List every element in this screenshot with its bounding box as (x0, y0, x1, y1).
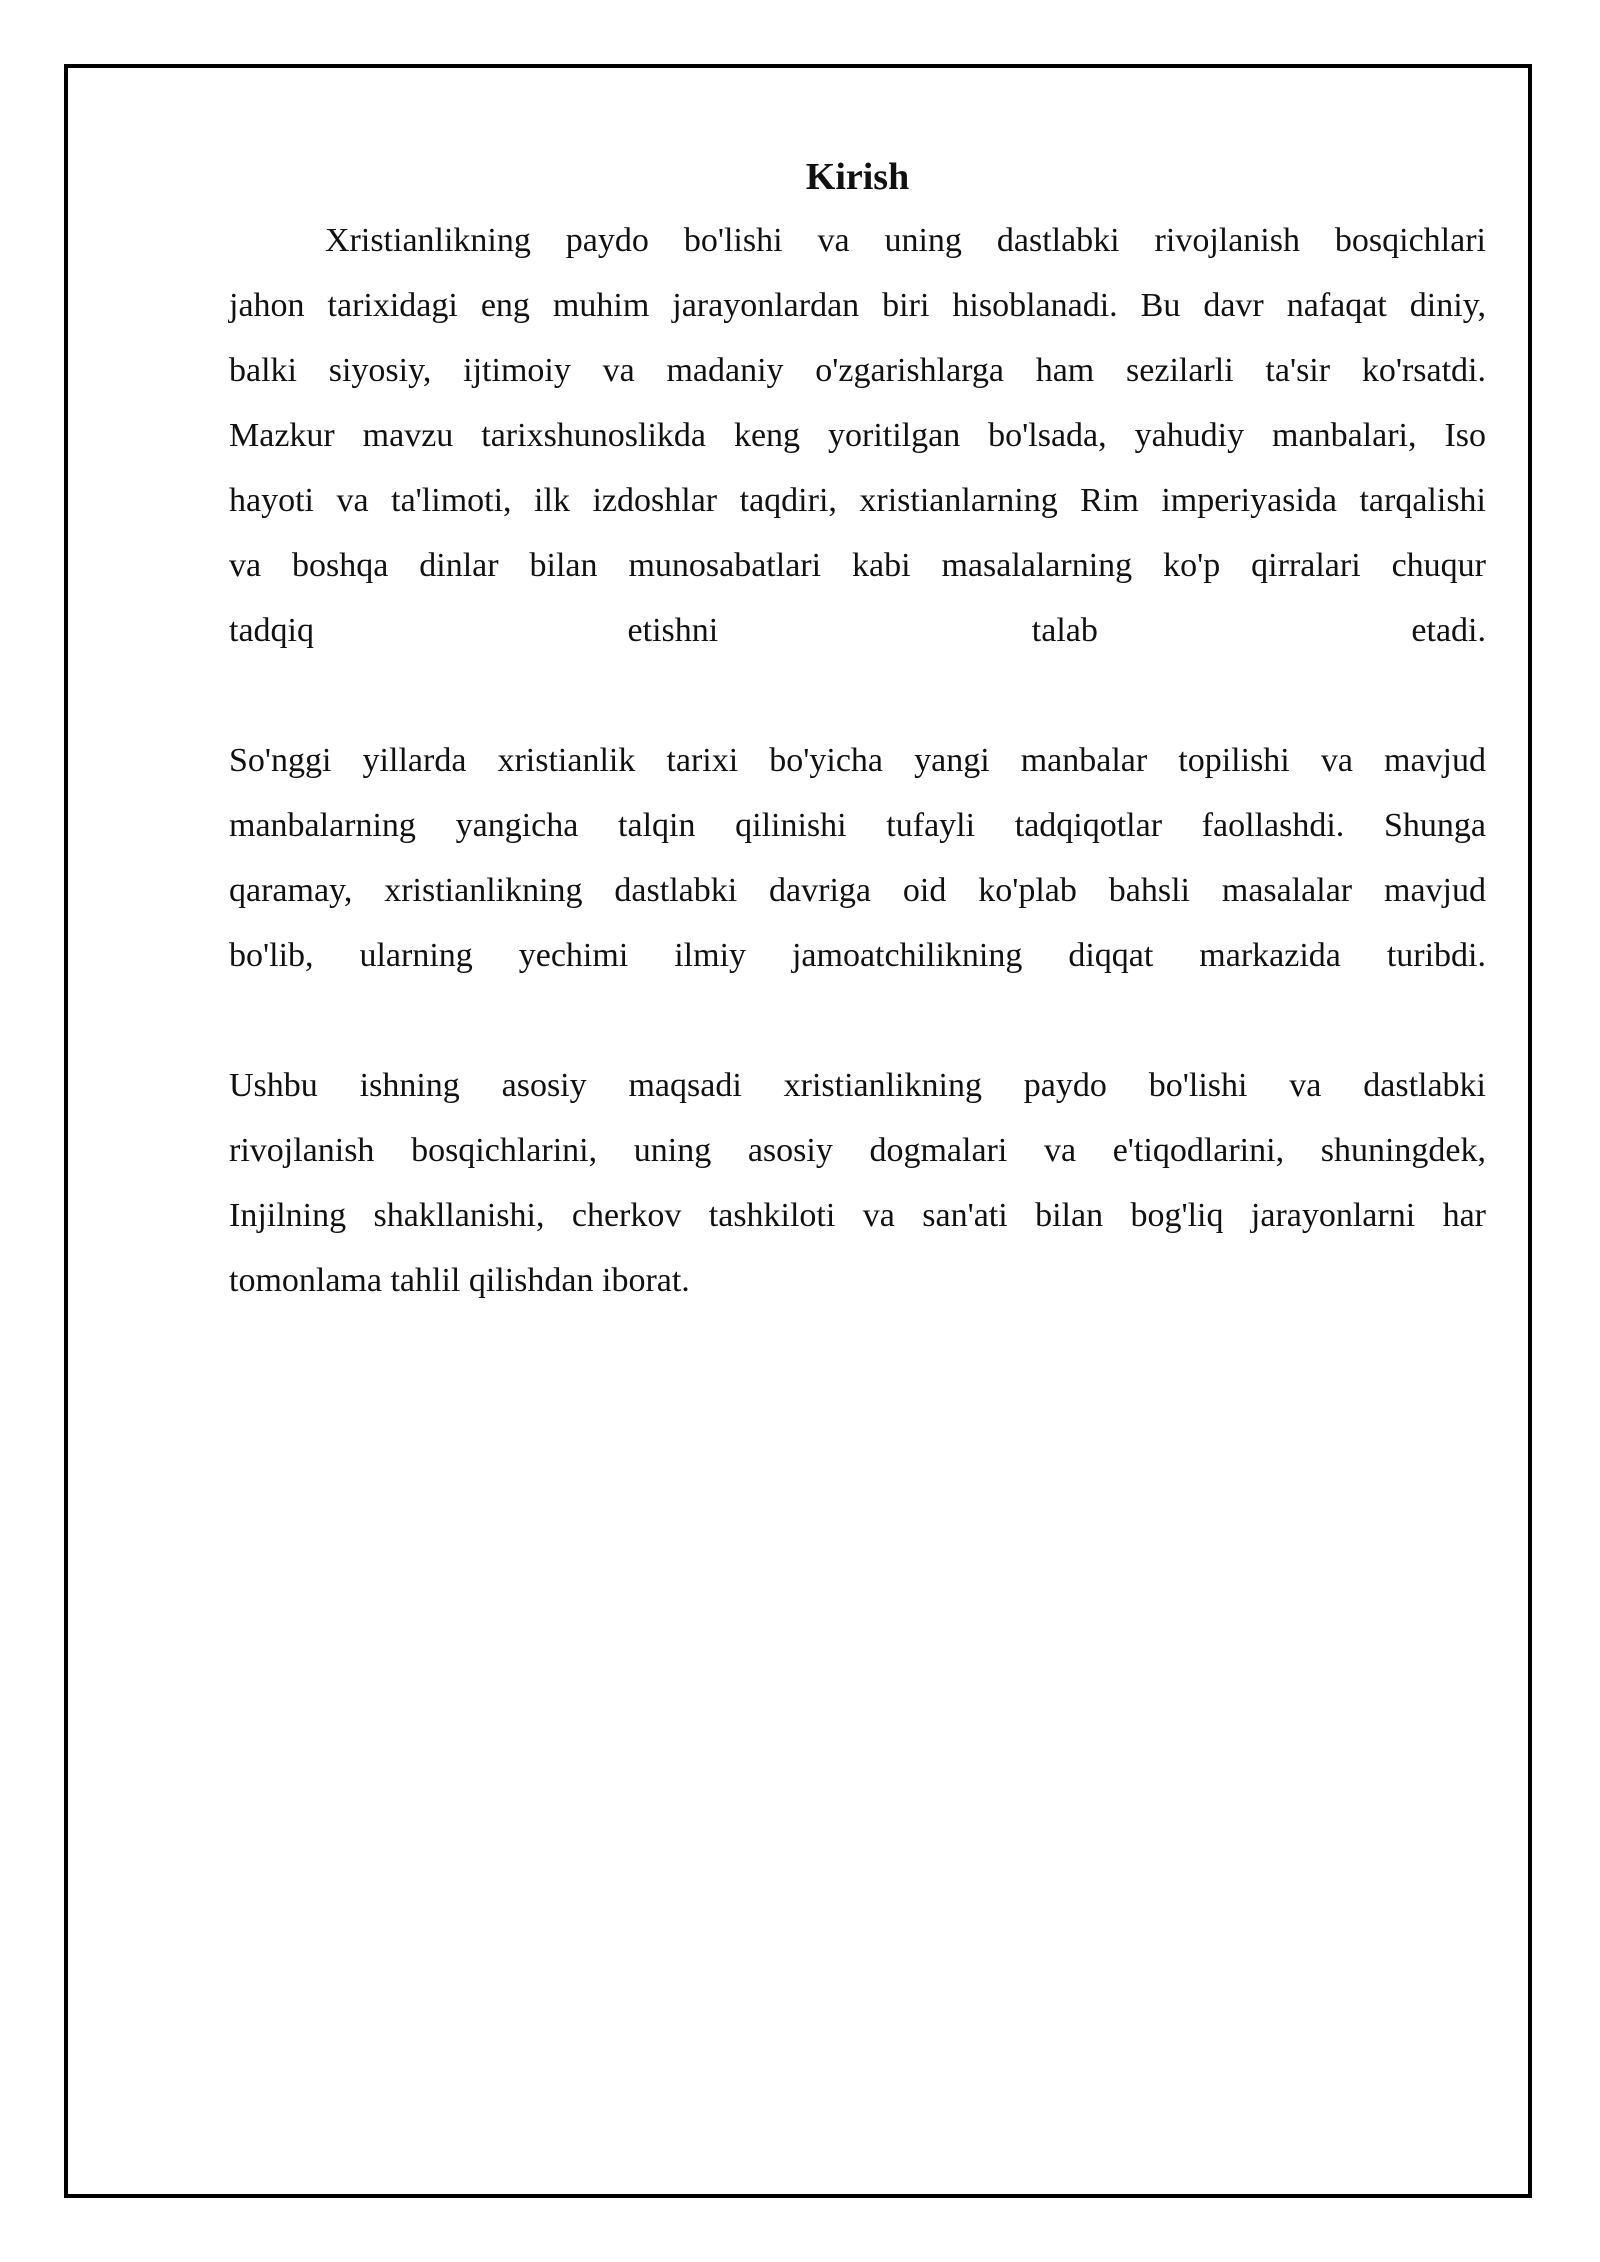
paragraph-1 (229, 208, 1486, 663)
paragraph-gap (229, 988, 1486, 1053)
paragraph-line: hayoti va ta'limoti, ilk izdoshlar taqdiri, xristianlarning Rim imperiyasida tarqalishi (229, 482, 1486, 519)
paragraph-line: manbalarning yangicha talqin qilinishi tufayli tadqiqotlar faollashdi. Shunga (229, 807, 1486, 844)
paragraph-line: Ushbu ishning asosiy maqsadi xristianlikning paydo bo'lishi va dastlabki (229, 1067, 1486, 1104)
paragraph-line: bo'lib, ularning yechimi ilmiy jamoatchilikning diqqat markazida turibdi. (229, 937, 1486, 974)
paragraph-line: tadqiq etishni talab etadi. (229, 612, 1486, 649)
paragraph-line: Mazkur mavzu tarixshunoslikda keng yoritilgan bo'lsada, yahudiy manbalari, Iso (229, 417, 1486, 454)
paragraph-line: tomonlama tahlil qilishdan iborat. (229, 1262, 690, 1299)
paragraph-line: rivojlanish bosqichlarini, uning asosiy dogmalari va e'tiqodlarini, shuningdek, (229, 1132, 1486, 1169)
paragraph-line: So'nggi yillarda xristianlik tarixi bo'yicha yangi manbalar topilishi va mavjud (229, 742, 1486, 779)
document-body (229, 150, 1486, 1313)
paragraph-line: jahon tarixidagi eng muhim jarayonlardan biri hisoblanadi. Bu davr nafaqat diniy, (229, 287, 1486, 324)
paragraph-line: va boshqa dinlar bilan munosabatlari kabi masalalarning ko'p qirralari chuqur (229, 547, 1486, 584)
paragraph-line: Xristianlikning paydo bo'lishi va uning dastlabki rivojlanish bosqichlari (325, 222, 1486, 259)
paragraph-gap (229, 663, 1486, 728)
paragraph-line: balki siyosiy, ijtimoiy va madaniy o'zgarishlarga ham sezilarli ta'sir ko'rsatdi. (229, 352, 1486, 389)
paragraph-2 (229, 728, 1486, 988)
paragraph-line: Injilning shakllanishi, cherkov tashkiloti va san'ati bilan bog'liq jarayonlarni har (229, 1197, 1486, 1234)
paragraph-line: qaramay, xristianlikning dastlabki davriga oid ko'plab bahsli masalalar mavjud (229, 872, 1486, 909)
paragraph-3 (229, 1053, 1486, 1313)
page-title: Kirish (805, 156, 910, 198)
